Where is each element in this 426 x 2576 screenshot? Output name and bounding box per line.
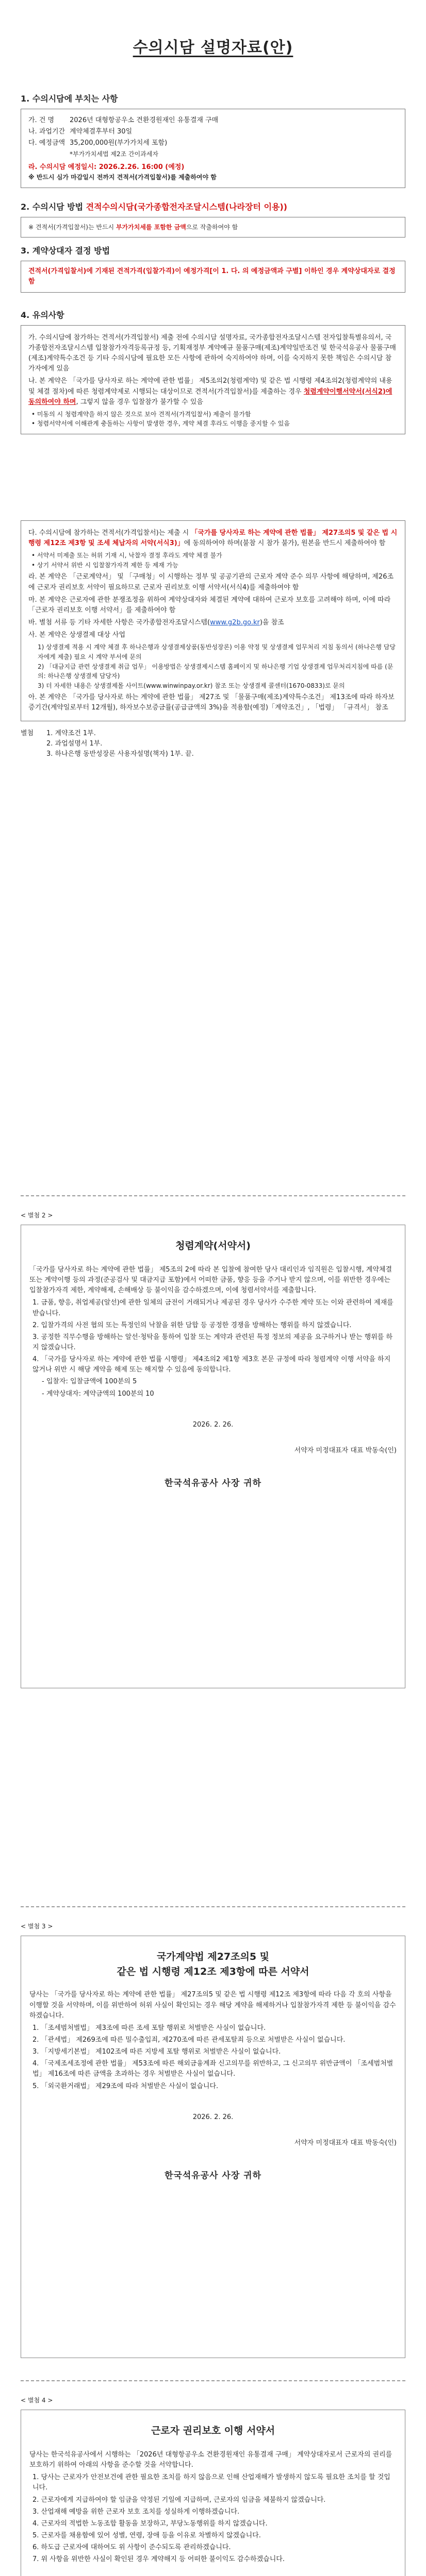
form-4-items [29,2472,397,2565]
form-4-tag: < 별첨 4 > [21,2397,53,2404]
attachment-1: 2. 과업설명서 1부. [46,739,103,748]
page-divider-2 [21,1906,405,1907]
form-4-item-3: 4. 근로자의 적법한 노동조합 활동을 보장하고, 부당노동행위를 하지 않겠습니다. [32,2519,268,2528]
attachments [21,728,405,759]
section-4-continued [0,520,426,759]
section-4 [0,309,426,439]
form-2-item-1: 2. 입찰가격의 사전 협의 또는 특정인의 낙찰을 위한 담합 등 공정한 경쟁을 방해하는 행위를 하지 않겠습니다. [32,1321,352,1329]
section-4-box-b [21,520,405,721]
form-3-org: 한국석유공사 사장 귀하 [164,2171,262,2181]
section-2-heading: 2. 수의시담 방법 견적수의시담(국가종합전자조달시스템(나라장터 이용)) [21,202,287,212]
s4-p2: 나. 본 계약은 「국가를 당사자로 하는 계약에 관한 법률」 제5조의2(청렴계약) 및 같은 법 시행령 제4조의2(청렴계약의 내용 및 체결 절차)에 따른 청렴계약제로 시행되는 대상이므로 견적서(가격입찰서)를 제출하는 경우 청렴계약이행서약서(서식2)에 동의하여야 하며, 그렇지 않을 경우 입찰참가 불가할 수 있음 [28,377,392,406]
form-2-item-5: - 계약상대자: 계약금액의 100분의 10 [42,1389,154,1398]
s4-p3-bullet-0: • 서약서 미제출 또는 허위 기재 시, 낙찰자 결정 후라도 계약 체결 불가 [31,552,222,560]
s4-p3: 다. 수의시담에 참가하는 견적서(가격입찰서)는 제출 시 「국가를 당사자로 하는 계약에 관한 법률」 제27조의5 및 같은 법 시행령 제12조 제3항 및 조세 체납자의 서약(서식3)」에 동의하여야 하며(불참 시 참가 불가), 원본을 반드시 제출하여야 함 [28,529,398,548]
s4-p6: 바. 별첨 서류 등 기타 자세한 사항은 국가종합전자조달시스템(www.g2b.go.kr)을 참조 [28,619,284,627]
form-4-title: 근로자 권리보호 이행 서약서 [151,2425,275,2436]
form-3-box [21,1936,405,2358]
form-4-item-1: 2. 근로자에게 지급하여야 할 임금을 약정된 기일에 지급하며, 근로자의 임금을 체불하지 않겠습니다. [32,2496,326,2504]
form-2-tag: < 별첨 2 > [21,1212,53,1219]
form-2-date: 2026. 2. 26. [192,1420,234,1429]
attachment-2: 3. 하나은행 동반성장론 사용자설명(책자) 1부. 끝. [46,750,194,758]
page-divider-1 [21,1195,405,1196]
document-title: 수의시담 설명자료(안) [133,39,293,57]
form-2-signer: 서약자 미정대표자 대표 박동숙(인) [294,1446,397,1454]
s1-note: ※ 반드시 심가 마감일시 전까지 견적서(가격입찰서)를 제출하여야 함 [28,173,217,181]
form-2-item-4: - 입찰자: 입찰금액에 100분의 5 [42,1378,137,1386]
page-divider-3 [21,2380,405,2381]
form-3-body: 당사는 「국가를 당사자로 하는 계약에 관한 법률」 제27조의5 및 같은 법 시행령 제12조 제3항에 따라 다음 각 호의 사항을 이행할 것을 서약하며, 이를 위반하여 허위 사실이 확인되는 경우 해당 계약을 해제하거나 입찰참가자격 제한 등 불이익을 감수하겠습니다. [29,1991,396,2020]
section-3 [0,245,426,298]
form-3-item-0: 1. 「조세범처벌법」 제3조에 따른 조세 포탈 행위로 처벌받은 사실이 없습니다. [32,2024,266,2032]
form-4-item-5: 6. 하도급 근로자에 대하여도 위 사항이 준수되도록 관리하겠습니다. [32,2544,231,2552]
section-3-box: 견적서(가격입찰서)에 기재된 견적가격(입찰가격)이 예정가격[이 1. 다. 의 예정금액과 구별] 이하인 경우 계약상대자로 결정함 [21,261,405,293]
form-2-item-0: 1. 금품, 향응, 취업제공(알선)에 관한 일체의 금전이 거래되거나 제공된 경우 당사가 수주한 계약 또는 이와 관련하여 제재를 받습니다. [32,1299,394,1317]
s4-p3-bullet-1: • 상기 서약서 위반 시 입찰참가자격 제한 등 제재 가능 [31,561,178,569]
s1-row-0: 가. 건 명 2026년 대형항공우소 견환경원재인 유통결재 구매 [28,116,219,124]
form-3-item-4: 5. 「외국환거래법」 제29조에 따라 처벌받은 사실이 없습니다. [32,2082,219,2090]
s1-row-2: 다. 예정금액 35,200,000원(부가가치세 포함) [28,139,168,147]
form-2-org: 한국석유공사 사장 귀하 [164,1478,262,1488]
form-4-item-4: 5. 근로자를 채용함에 있어 성별, 연령, 장애 등을 이유로 차별하지 않겠습니다. [32,2532,261,2540]
form-3-signer: 서약자 미정대표자 대표 박동숙(인) [294,2139,397,2147]
form-3-title-1: 국가계약법 제27조의5 및 [156,1951,270,1962]
attachments-list [46,728,194,759]
form-4-item-0: 1. 당사는 근로자가 안전보건에 관한 필요한 조치를 하지 않음으로 인해 산업재해가 발생하지 않도록 필요한 조치를 할 것입니다. [32,2473,390,2492]
form-3-item-1: 2. 「관세법」 제269조에 따른 밀수출입죄, 제270조에 따른 관세포탈죄 등으로 처벌받은 사실이 없습니다. [32,2036,346,2044]
section-1 [0,93,426,193]
s4-p7-item-1: 2) 「대금지급 관련 상생결제 취급 업무」 이용방법은 상생결제시스템 홈페이지 및 하나은행 기업 상생결제 업무처리지침에 따름 (문의: 하나은행 상생결제 담당자) [38,663,394,680]
s4-p2-bullet-0: • 미동의 시 청렴계약을 하지 않은 것으로 보아 견적서(가격입찰서) 제출이 불가함 [31,410,251,418]
form-3-date: 2026. 2. 26. [192,2113,234,2121]
s4-p7-item-2: 3) 더 자세한 내용은 상생결제몰 사이트(www.winwinpay.or.kr) 참조 또는 상생결제 콜센터(1670-0833)로 문의 [38,682,345,689]
title-area [0,36,426,60]
s4-p5: 마. 본 계약은 근로자에 관한 분쟁조정을 위하여 계약상대자와 체결된 계약에 대하여 근로자 보호를 고려해야 하며, 이에 따라 「근로자 권리보호 이행 서약서」를 제출하여야 함 [28,596,391,614]
s1-row-1: 나. 과업기간 계약체결후부터 30일 [28,127,133,135]
form-3 [0,1922,426,2358]
section-2-box: ※ 견적서(가격입찰서)는 반드시 부가가치세를 포함한 금액으로 작출하여야 함 [21,217,405,238]
form-3-item-2: 3. 「지방세기본법」 제102조에 따른 지방세 포탈 행위로 처벌받은 사실이 없습니다. [32,2048,281,2056]
s1-row-3: *부가가치세법 제2조 간이과세자 [70,150,158,158]
s4-p4: 라. 본 계약은 「근로계약서」 및 「구매청」이 시행하는 정부 및 공공기관의 근로자 계약 준수 의무 사항에 해당하며, 제26조에 근로자 권리보호 서약이 필요하므로 근로자 권리보호 이행 서약서(서식4)를 제출하여야 함 [28,573,394,591]
form-4-item-2: 3. 산업재해 예방을 위한 근로자 보호 조치를 성실하게 이행하겠습니다. [32,2507,240,2516]
section-4-heading: 4. 유의사항 [21,310,64,320]
s4-p2-bullet-1: • 청렴서약서에 이해관계 충돌하는 사항이 발생한 경우, 계약 체결 후라도 이행을 중지할 수 있음 [31,420,290,428]
form-3-title-2: 같은 법 시행령 제12조 제3항에 따른 서약서 [117,1966,309,1978]
form-2-body: 「국가를 당사자로 하는 계약에 관한 법률」 제5조의 2에 따라 본 입찰에 참여한 당사 대리인과 임직원은 입찰시행, 계약체결 또는 계약이행 등의 과정(준공검사 및 대금지급 포함)에서 어떠한 금품, 향응 등을 주거나 받지 않으며, 이를 위반한 경우에는 입찰참가자격 제한, 계약해제, 손해배상 등 불이익을 감수하겠으며, 이에 청렴서약서를 제출합니다. [29,1266,392,1295]
form-4 [0,2396,426,2576]
form-4-box [21,2410,405,2576]
form-3-tag: < 별첨 3 > [21,1923,53,1930]
s4-p7: 사. 본 계약은 상생결제 대상 사업 [28,631,126,639]
form-4-item-6: 7. 위 사항을 위반한 사실이 확인된 경우 계약해지 등 어떠한 불이익도 감수하겠습니다. [32,2555,285,2564]
attachments-label: 별첨 [21,729,34,737]
form-4-intro: 당사는 한국석유공사에서 시행하는 「2026년 대형항공우소 견환경원재인 유통결재 구매」 계약상대자로서 근로자의 권리를 보호하기 위하여 아래의 사항을 준수할 것을 서약합니다. [29,2451,392,2469]
section-1-heading: 1. 수의시담에 부치는 사항 [21,94,118,104]
form-2-item-2: 3. 공정한 직무수행을 방해하는 알선·청탁을 통하여 입찰 또는 계약과 관련된 특정 정보의 제공을 요구하거나 받는 행위를 하지 않겠습니다. [32,1333,392,1352]
form-2-title: 청렴계약(서약서) [175,1240,251,1251]
s4-p7-item-0: 1) 상생결제 적용 시 계약 체결 후 하나은행과 상생결제상품(동반성장론) 이용 약정 및 상생결제 업무처리 지침 동의서 (하나은행 담당자에게 제출) 필요 시 계약 부서에 문의 [38,643,396,660]
s1-deadline: 라. 수의시담 예정일시: 2026.2.26. 16:00 (예정) [28,163,185,171]
g2b-link[interactable]: www.g2b.go.kr [210,619,260,627]
form-2-box [21,1225,405,1688]
s4-p8: 아. 본 계약은 「국가를 당사자로 하는 계약에 관한 법률」 제27조 및 「물품구매(제조)계약특수조건」 제13조에 따라 하자보증기간(계약일로부터 12개월), 하자보수보증금률(공급금액의 3%)을 적용함(예정)「계약조건」, 「법령」 「규격서」 참조 [28,693,395,712]
form-2-item-3: 4. 「국가를 당사자로 하는 계약에 관한 법률 시행령」 제4조의2 제1항 제3호 본문 규정에 따라 청렴계약 이행 서약을 하지 않거나 위반 시 해당 계약을 해제 또는 해지할 수 있음에 동의합니다. [32,1355,391,1374]
s4-p1: 가. 수의시담에 참가하는 견적서(가격입찰서) 제출 전에 수의시담 설명자료, 국가종합전자조달시스템 전자입찰특별유의서, 국가종합전자조달시스템 입찰참가자격등록규정 등, 기획재정부 계약예규 물품구매(제조)계약일반조건 및 한국석유공사 물품구매(제조)계약특수조건 등 기타 수의시담에 필요한 모든 사항에 관하여 숙지하여야 하며, 이를 숙지하지 못한 책임은 수의시담 참가자에게 있음 [28,333,396,373]
section-3-heading: 3. 계약상대자 결정 방법 [21,246,110,256]
section-4-box-a [21,325,405,434]
section-2 [0,201,426,243]
form-3-item-3: 4. 「국제조세조정에 관한 법률」 제53조에 따른 해외금융계좌 신고의무를 위반하고, 그 신고의무 위반금액이 「조세범처벌법」 제16조에 따른 금액을 초과하는 경우 처벌받은 사실이 없습니다. [32,2060,394,2078]
section-1-box [21,109,405,188]
form-2 [0,1211,426,1688]
form-2-items [29,1298,397,1399]
attachment-0: 1. 계약조건 1부. [46,729,96,737]
form-3-items [29,2023,397,2092]
